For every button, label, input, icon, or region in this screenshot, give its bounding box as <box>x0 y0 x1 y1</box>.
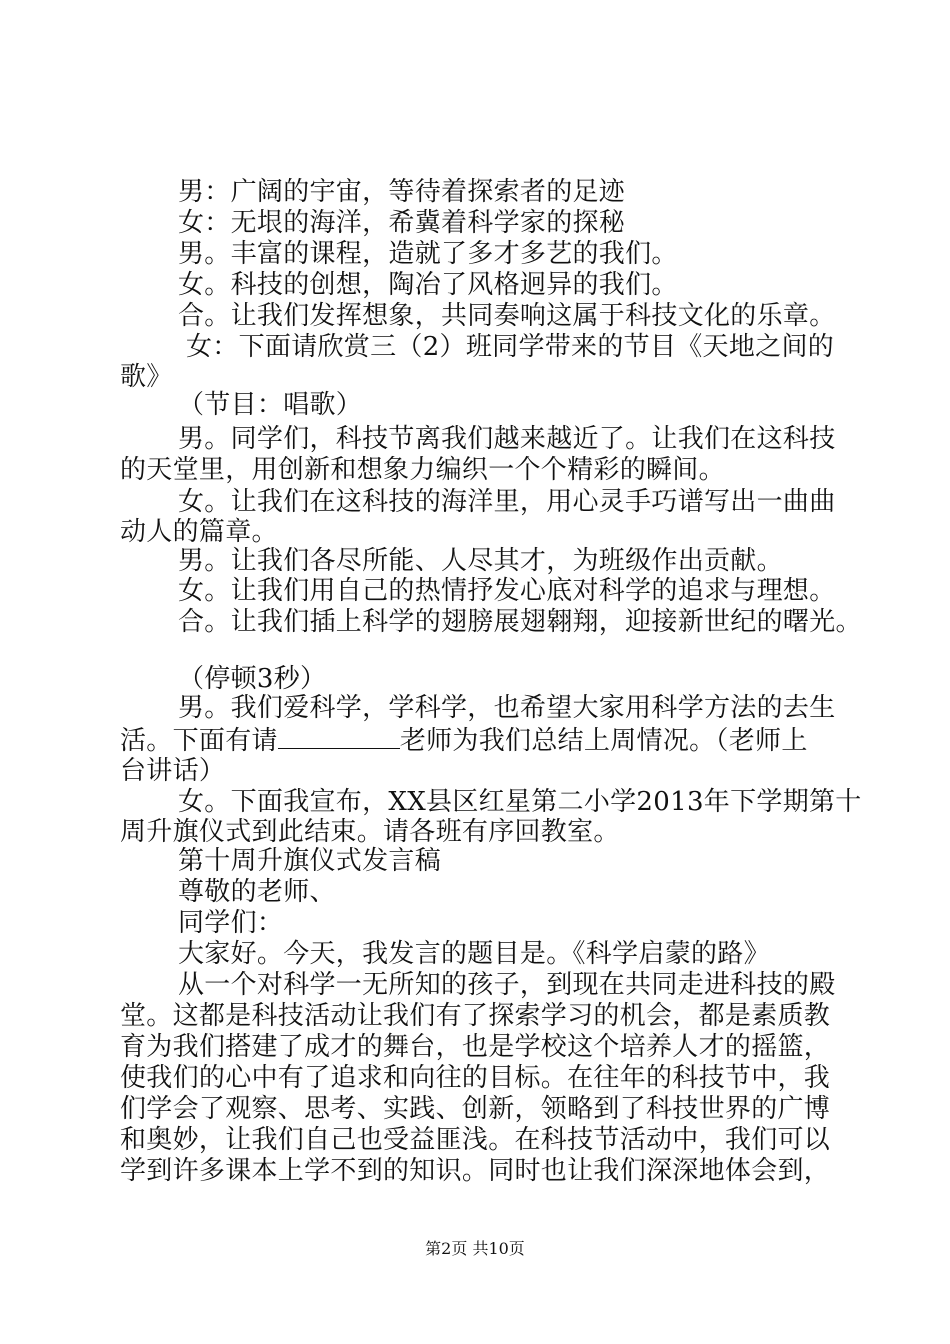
text-segment: 活。下面有请 <box>120 726 278 756</box>
text-line: 女。下面我宣布，XX县区红星第二小学2013年下学期第十 <box>178 787 862 817</box>
text-line: 男：广阔的宇宙，等待着探索者的足迹 <box>178 177 626 207</box>
text-line: 女。科技的创想，陶冶了风格迥异的我们。 <box>178 270 678 300</box>
text-line: 堂。这都是科技活动让我们有了探索学习的机会，都是素质教 <box>120 1001 831 1031</box>
text-line: 合。让我们插上科学的翅膀展翅翱翔，迎接新世纪的曙光。 <box>178 607 862 637</box>
text-line: 女：无垠的海洋，希冀着科学家的探秘 <box>178 208 626 238</box>
text-line: 男。丰富的课程，造就了多才多艺的我们。 <box>178 239 678 269</box>
text-line: 女：下面请欣赏三（2）班同学带来的节目《天地之间的 <box>186 332 835 362</box>
text-line: 学到许多课本上学不到的知识。同时也让我们深深地体会到， <box>120 1156 831 1186</box>
text-line: 男。我们爱科学，学科学，也希望大家用科学方法的去生 <box>178 693 836 723</box>
page-footer: 第2页 共10页 <box>425 1239 525 1258</box>
text-line <box>120 724 808 757</box>
text-line: 们学会了观察、思考、实践、创新，领略到了科技世界的广博 <box>120 1094 831 1124</box>
text-line: 男。让我们各尽所能、人尽其才，为班级作出贡献。 <box>178 546 783 576</box>
text-line: 歌》 <box>120 362 173 392</box>
text-line: 育为我们搭建了成才的舞台，也是学校这个培养人才的摇篮， <box>120 1032 831 1062</box>
fill-in-blank <box>278 724 400 749</box>
text-segment: 老师为我们总结上周情况。（老师上 <box>399 726 808 756</box>
text-line: 动人的篇章。 <box>120 517 278 547</box>
text-line: 女。让我们在这科技的海洋里，用心灵手巧谱写出一曲曲 <box>178 487 836 517</box>
text-line: 台讲话） <box>120 756 226 786</box>
text-line: 尊敬的老师、 <box>178 877 336 907</box>
text-line: （节目：唱歌） <box>178 390 363 420</box>
text-line: （停顿3秒） <box>178 664 327 694</box>
text-line: 女。让我们用自己的热情抒发心底对科学的追求与理想。 <box>178 576 836 606</box>
text-line: 周升旗仪式到此结束。请各班有序回教室。 <box>120 817 620 847</box>
text-line: 的天堂里，用创新和想象力编织一个个精彩的瞬间。 <box>120 455 725 485</box>
text-line: 和奥妙，让我们自己也受益匪浅。在科技节活动中，我们可以 <box>120 1125 831 1155</box>
text-line: 使我们的心中有了追求和向往的目标。在往年的科技节中，我 <box>120 1063 831 1093</box>
text-line: 合。让我们发挥想象，共同奏响这属于科技文化的乐章。 <box>178 301 836 331</box>
text-line: 从一个对科学一无所知的孩子，到现在共同走进科技的殿 <box>178 970 836 1000</box>
text-line: 第十周升旗仪式发言稿 <box>178 846 442 876</box>
text-line: 同学们： <box>178 908 284 938</box>
text-line: 男。同学们，科技节离我们越来越近了。让我们在这科技 <box>178 424 836 454</box>
text-line: 大家好。今天，我发言的题目是。《科学启蒙的路》 <box>178 939 770 969</box>
